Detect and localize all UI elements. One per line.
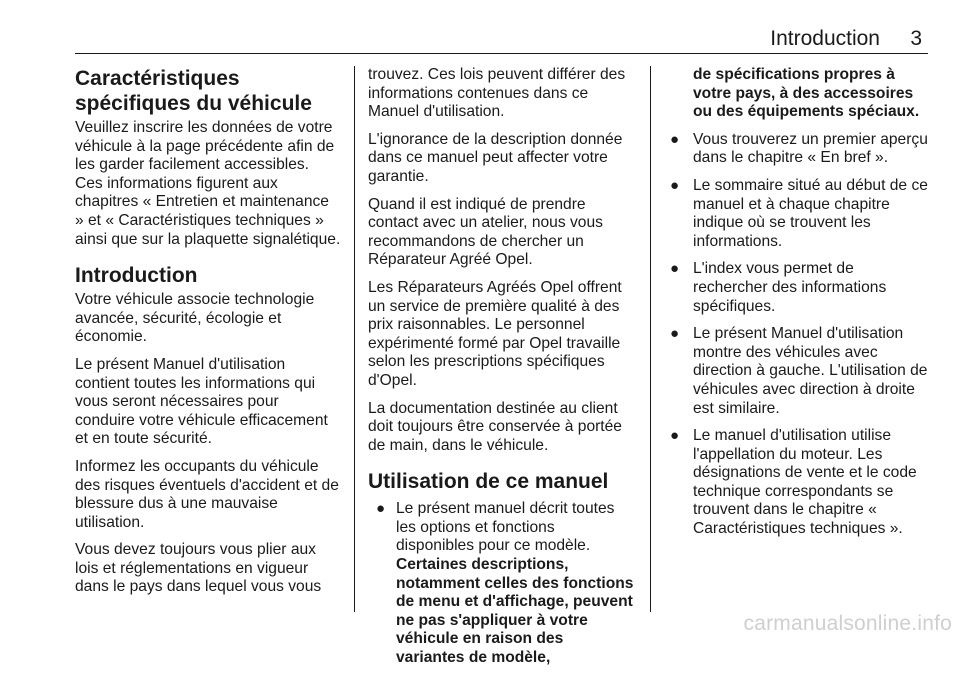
section-heading-characteristics: Caractéristiques spécifiques du véhicule [75, 67, 312, 115]
column-divider-1 [354, 66, 355, 612]
list-item [667, 131, 929, 168]
watermark: carmanualsonline.info [743, 612, 952, 635]
column-2 [368, 66, 634, 677]
list-item [667, 260, 929, 316]
bullet-icon: ● [670, 176, 680, 194]
running-title: Introduction [770, 27, 880, 50]
section-heading-introduction: Introduction [75, 264, 198, 288]
bullet-icon: ● [670, 130, 680, 148]
paragraph: Quand il est indiqué de prendre contact avec un atelier, nous vous recommandons de chercher un Réparateur Agréé Opel. [368, 195, 603, 269]
bullet-icon: ● [670, 427, 680, 445]
list-item [368, 500, 634, 667]
list-item-text: Le sommaire situé au début de ce manuel et à chaque chapitre indique où se trouvent les informations. [693, 176, 928, 250]
paragraph: La documentation destinée au client doit toujours être conservée à portée de main, dans le véhicule. [368, 399, 622, 454]
list-item-bold-text: Certaines descriptions, notamment celles des fonctions de menu et d'affichage, peuvent ne pas s'appliquer à votre véhicule en raison des variantes de modèle, [396, 556, 634, 667]
paragraph: Votre véhicule associe technologie avancée, sécurité, écologie et économie. [75, 291, 315, 346]
header-rule [75, 53, 928, 54]
bullet-icon: ● [670, 260, 680, 278]
bullet-list [667, 66, 929, 539]
paragraph: Veuillez inscrire les données de votre véhicule à la page précédente afin de les garder facilement accessibles. Ces informations figurent aux chapitres « Entretien et maintenance » et « Caractéristiques techniques » ainsi que sur la plaquette signalétique. [75, 119, 341, 248]
list-item-text: Vous trouverez un premier aperçu dans le chapitre « En bref ». [693, 130, 928, 167]
list-item [667, 177, 929, 251]
paragraph: Les Réparateurs Agréés Opel offrent un service de première qualité à des prix raisonnables. Le personnel expérimenté formé par Opel travaille selon les prescriptions spécifiques d'Opel. [368, 278, 622, 389]
bullet-icon: ● [376, 500, 386, 518]
column-divider-2 [650, 66, 651, 612]
list-item [667, 325, 929, 418]
list-item-text: L'index vous permet de rechercher des informations spécifiques. [693, 260, 887, 315]
paragraph: Le présent Manuel d'utilisation contient toutes les informations qui vous seront nécessaires pour conduire votre véhicule efficacement et en toute sécurité. [75, 355, 328, 448]
list-item [667, 427, 929, 539]
list-item-continued [667, 66, 929, 122]
bullet-icon: ● [670, 325, 680, 343]
section-heading-manual-usage: Utilisation de ce manuel [368, 470, 609, 494]
paragraph: Informez les occupants du véhicule des risques éventuels d'accident et de blessure dus à une mauvaise utilisation. [75, 457, 339, 531]
list-item-text: Le présent manuel décrit toutes les options et fonctions disponibles pour ce modèle. [396, 500, 615, 555]
paragraph: Vous devez toujours vous plier aux lois et réglementations en vigueur dans le pays dans lequel vous vous [75, 541, 322, 596]
list-item-text: Le présent Manuel d'utilisation montre des véhicules avec direction à gauche. L'utilisation de véhicules avec direction à droite est similaire. [693, 325, 928, 417]
list-item-text: Le manuel d'utilisation utilise l'appellation du moteur. Les désignations de vente et le code technique correspondants se trouvent dans le chapitre « Caractéristiques techniques ». [693, 427, 917, 538]
page-header [75, 27, 928, 51]
list-item-bold-text: de spécifications propres à votre pays, à des accessoires ou des équipements spéciaux. [693, 66, 920, 121]
column-1 [75, 66, 341, 606]
column-3 [667, 66, 929, 548]
page-number: 3 [910, 27, 922, 50]
bullet-list [368, 500, 634, 667]
paragraph: L'ignorance de la description donnée dans ce manuel peut affecter votre garantie. [368, 130, 623, 185]
paragraph: trouvez. Ces lois peuvent différer des informations contenues dans ce Manuel d'utilisation. [368, 66, 626, 121]
